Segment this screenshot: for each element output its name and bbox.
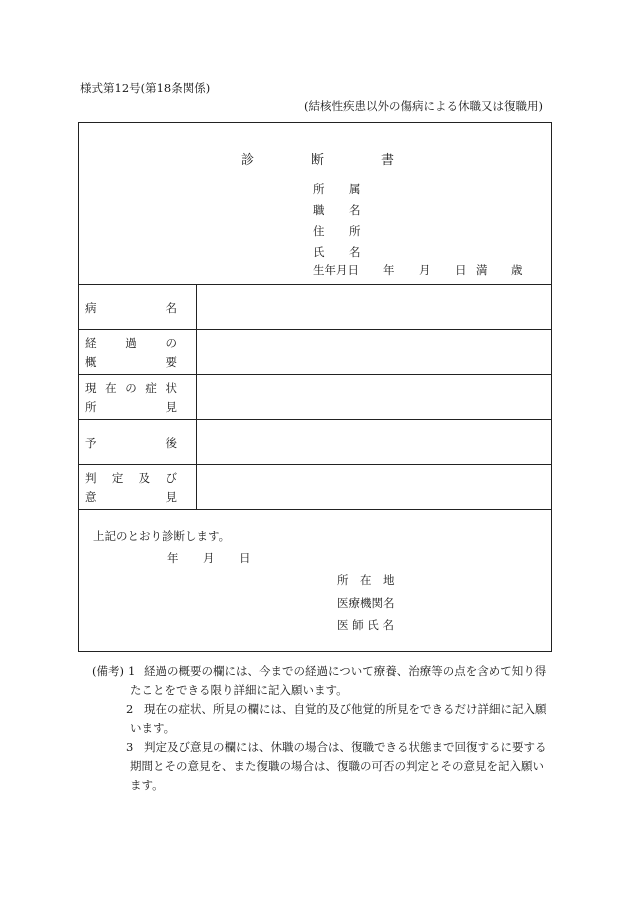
birth-year-label: 年 xyxy=(383,263,395,277)
label-char: 予 xyxy=(85,436,97,450)
diagnosis-statement: 上記のとおり診断します。 xyxy=(93,529,231,543)
remark-text: 経過の概要の欄には、今までの経過について療養、治療等の点を含めて知り得 xyxy=(144,664,547,678)
affiliation-label: 所 xyxy=(313,182,325,196)
label-char: 状 xyxy=(165,381,177,395)
label-char: 定 xyxy=(111,471,124,485)
prognosis-field[interactable] xyxy=(197,420,551,464)
location-label: 所 在 地 xyxy=(337,573,395,587)
title-char: 診 xyxy=(241,153,255,168)
remark-text: 期間とその意見を、また復職の場合は、復職の可否の判定とその意見を記入願い xyxy=(130,759,544,773)
label-char: 概 xyxy=(85,355,97,369)
institution-label: 医療機関名 xyxy=(337,596,395,610)
remark-text: 判定及び意見の欄には、休職の場合は、復職できる状態まで回復するに要する xyxy=(144,740,547,754)
job-title-label: 名 xyxy=(349,203,361,217)
date-day-label: 日 xyxy=(239,551,251,565)
remark-number: 3 xyxy=(126,740,134,754)
label-char: の xyxy=(125,381,137,395)
label-char: 後 xyxy=(165,436,177,450)
remark-text: たことをできる限り詳細に記入願います。 xyxy=(130,683,348,697)
judgment-opinion-label xyxy=(85,489,177,505)
label-char: 要 xyxy=(165,355,177,369)
progress-summary-label xyxy=(85,354,177,370)
address-label: 住 xyxy=(313,224,325,238)
progress-summary-label xyxy=(85,335,177,351)
label-char: 見 xyxy=(165,400,177,414)
remarks-prefix: (備考) xyxy=(92,664,124,678)
disease-name-field[interactable] xyxy=(197,285,551,329)
label-char: 見 xyxy=(165,490,177,504)
label-char: 判 xyxy=(85,471,97,485)
label-char: 過 xyxy=(125,336,137,350)
remark-number: 1 xyxy=(128,664,136,678)
age-prefix-label: 満 xyxy=(476,263,488,277)
label-char: 所 xyxy=(85,400,97,414)
title-char: 書 xyxy=(381,153,395,168)
label-char: 経 xyxy=(85,336,97,350)
name-label: 氏 xyxy=(313,245,325,259)
label-char: 現 xyxy=(85,381,97,395)
label-char: 在 xyxy=(105,381,117,395)
label-char: 及 xyxy=(138,471,151,485)
disease-name-label xyxy=(85,300,177,316)
doctor-name-label: 医 師 氏 名 xyxy=(337,618,394,632)
prognosis-label xyxy=(85,435,177,451)
certificate-form xyxy=(78,122,552,652)
birth-month-label: 月 xyxy=(419,263,431,277)
affiliation-label: 属 xyxy=(349,182,361,196)
judgment-opinion-field[interactable] xyxy=(197,465,551,509)
remark-text: ます。 xyxy=(130,778,164,792)
form-subtitle: (結核性疾患以外の傷病による休職又は復職用) xyxy=(304,99,543,113)
row-divider xyxy=(79,509,551,510)
label-char: び xyxy=(165,471,177,485)
remark-number: 2 xyxy=(126,702,134,716)
remark-text: 現在の症状、所見の欄には、自覚的及び他覚的所見をできるだけ詳細に記入願 xyxy=(144,702,547,716)
remark-text: います。 xyxy=(130,721,176,735)
birth-day-label: 日 xyxy=(455,263,467,277)
label-char: 病 xyxy=(85,301,97,315)
address-label: 所 xyxy=(349,224,361,238)
form-number: 様式第12号(第18条関係) xyxy=(80,81,211,95)
label-char: の xyxy=(165,336,177,350)
symptoms-findings-label xyxy=(85,399,177,415)
title-char: 断 xyxy=(311,153,325,168)
judgment-opinion-label xyxy=(85,470,177,486)
symptoms-findings-label xyxy=(85,380,177,396)
name-label: 名 xyxy=(349,245,361,259)
age-suffix-label: 歳 xyxy=(511,263,523,277)
job-title-label: 職 xyxy=(313,203,325,217)
progress-summary-field[interactable] xyxy=(197,330,551,374)
label-char: 名 xyxy=(165,301,177,315)
date-month-label: 月 xyxy=(203,551,215,565)
symptoms-findings-field[interactable] xyxy=(197,375,551,419)
date-year-label: 年 xyxy=(167,551,179,565)
label-char: 症 xyxy=(145,381,157,395)
label-char: 意 xyxy=(85,490,97,504)
birthdate-label: 生年月日 xyxy=(313,263,359,277)
